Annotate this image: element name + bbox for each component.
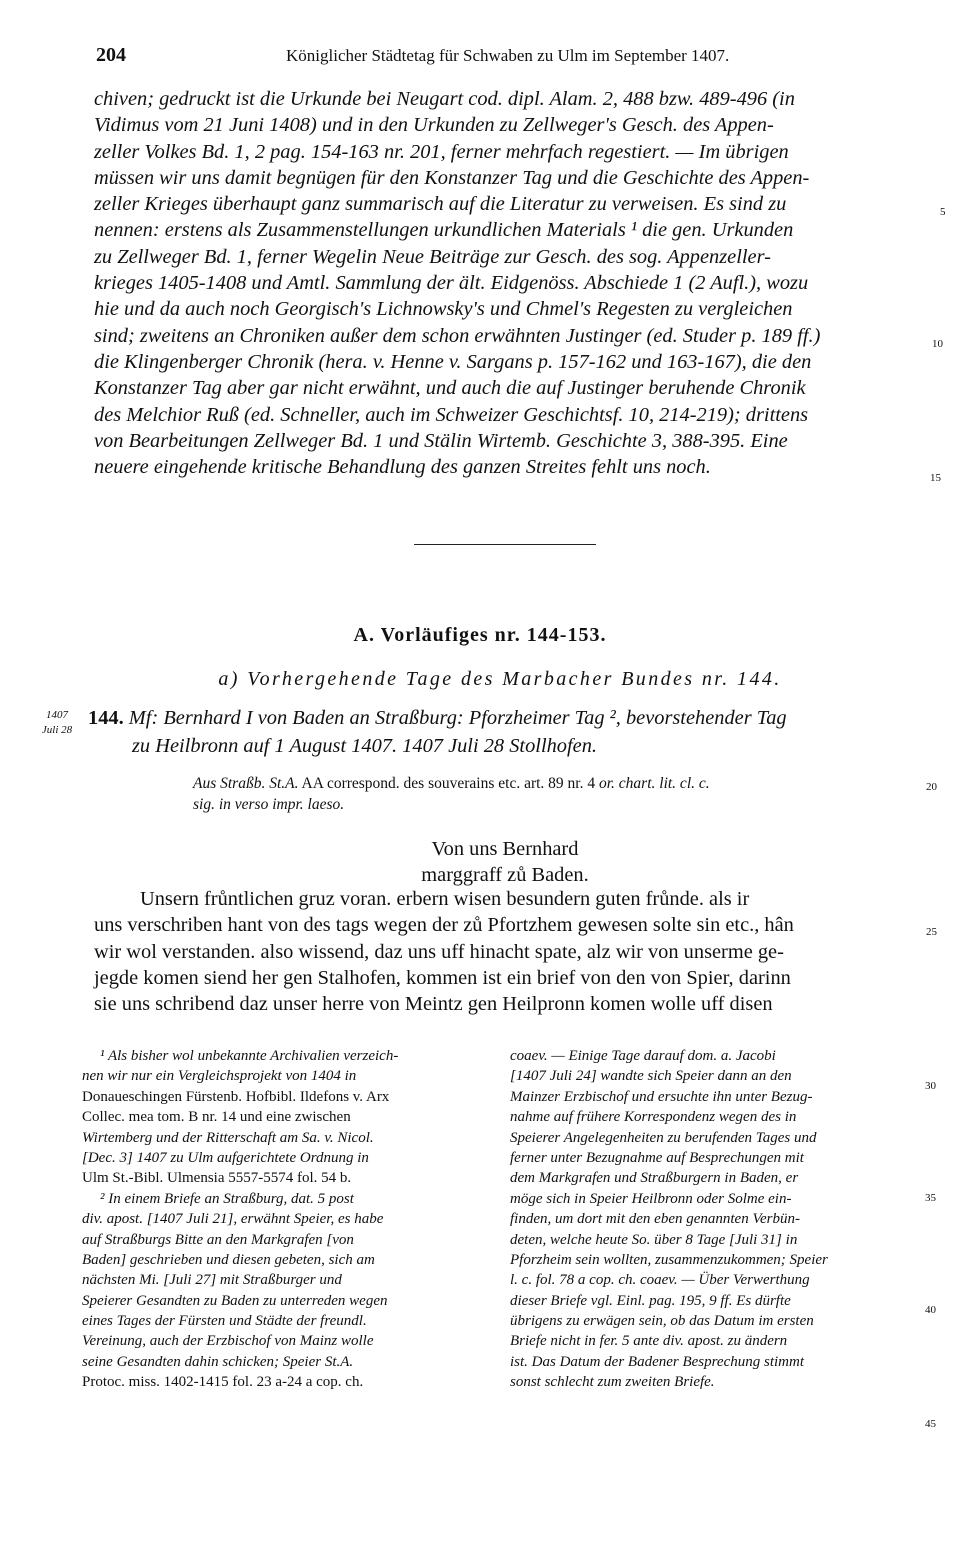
text-line: die Klingenberger Chronik (hera. v. Henne v. Sargans p. 157-162 und 163-167), die den	[94, 350, 812, 373]
text-line: uns verschriben hant von des tags wegen der zů Pfortzhem gewesen solte sin etc., hân	[94, 914, 794, 937]
text-line: nennen: erstens als Zusammenstellungen urkundlichen Materials ¹ die gen. Urkunden	[94, 219, 794, 242]
text-line: jegde komen siend her gen Stalhofen, kommen ist ein brief von den von Spier, darinn	[94, 966, 791, 989]
text-line: sie uns schribend daz unser herre von Meintz gen Heilpronn komen wolle uff disen	[94, 993, 773, 1016]
footnote-line: Mainzer Erzbischof und ersuchte ihn unter Bezug-	[510, 1088, 813, 1105]
footnote-line: nahme auf frühere Korrespondenz wegen des in	[510, 1109, 797, 1126]
section-title: A. Vorläufiges nr. 144-153.	[353, 624, 607, 646]
footnote-line: Briefe nicht in fer. 5 ante div. apost. zu ändern	[510, 1333, 788, 1350]
text-line: Vidimus vom 21 Juni 1408) und in den Urkunden zu Zellweger's Gesch. des Appen-	[94, 114, 774, 137]
text-line: zu Zellweger Bd. 1, ferner Wegelin Neue Beiträge zur Gesch. des sog. Appenzeller-	[94, 245, 771, 268]
source-line-2: sig. in verso impr. laeso.	[193, 796, 345, 813]
line-number: 25	[926, 926, 937, 938]
text-line: krieges 1405-1408 und Amtl. Sammlung der ält. Eidgenöss. Abschiede 1 (2 Aufl.), wozu	[94, 272, 809, 295]
footnote-line: ¹ Als bisher wol unbekannte Archivalien verzeich-	[100, 1048, 399, 1064]
footnote-line: nächsten Mi. [Juli 27] mit Straßburger und	[82, 1272, 342, 1289]
text-line: Konstanzer Tag aber gar nicht erwähnt, und auch die auf Justinger beruhende Chronik	[94, 377, 806, 400]
footnote-line: div. apost. [1407 Juli 21], erwähnt Speier, es habe	[82, 1211, 384, 1228]
footnote-line: sonst schlecht zum zweiten Briefe.	[510, 1374, 715, 1391]
text-line: Unsern frůntlichen gruz voran. erbern wisen besundern guten frůnde. als ir	[140, 888, 750, 910]
footnote-line: Baden] geschrieben und diesen gebeten, sich am	[82, 1251, 375, 1268]
line-number: 5	[940, 206, 946, 218]
footnote-line: seine Gesandten dahin schicken; Speier St.A.	[82, 1353, 354, 1370]
line-number: 30	[925, 1080, 936, 1092]
footnote-line: Ulm St.-Bibl. Ulmensia 5557-5574 fol. 54 b.	[82, 1170, 352, 1187]
footnote-line: auf Straßburgs Bitte an den Markgrafen [von	[82, 1231, 354, 1248]
footnote-line: [Dec. 3] 1407 zu Ulm aufgerichtete Ordnung in	[82, 1149, 369, 1166]
margin-year: 1407	[46, 709, 68, 721]
letter-sender: Von uns Bernhard	[431, 838, 579, 860]
footnote-line: deten, welche heute So. über 8 Tage [Juli 31] in	[510, 1231, 798, 1248]
footnote-line: Pforzheim sein wollten, zusammenzukommen; Speier	[510, 1251, 828, 1268]
footnote-line: Wirtemberg und der Ritterschaft am Sa. v. Nicol.	[82, 1129, 374, 1146]
text-line: zeller Volkes Bd. 1, 2 pag. 154-163 nr. 201, ferner mehrfach regestiert. — Im übrigen	[94, 140, 789, 163]
intro-paragraph	[94, 86, 918, 480]
entry-number: 144.	[88, 707, 124, 729]
text-line: des Melchior Ruß (ed. Schneller, auch im Schweizer Geschichtsf. 10, 214-219); drittens	[94, 403, 809, 426]
footnote-line: eines Tages der Fürsten und Städte der freundl.	[82, 1313, 367, 1330]
footnote-line: übrigens zu erwägen sein, ob das Datum im ersten	[510, 1313, 814, 1330]
text-line: hie und da auch noch Georgisch's Lichnowsky's und Chmel's Regesten zu vergleichen	[94, 298, 793, 321]
text-line: zeller Krieges überhaupt ganz summarisch auf die Literatur zu verweisen. Es sind zu	[94, 193, 787, 216]
line-number: 10	[932, 338, 943, 350]
running-title: Königlicher Städtetag für Schwaben zu Ulm im September 1407.	[286, 46, 730, 65]
margin-date	[30, 708, 84, 738]
source-prefix: Aus Straßb. St.A.	[193, 775, 299, 792]
line-number: 20	[926, 781, 937, 793]
letter-sender-title: marggraff zů Baden.	[421, 864, 589, 886]
line-number: 35	[925, 1192, 936, 1204]
section-divider	[414, 544, 596, 545]
entry-heading	[88, 704, 918, 732]
line-number: 40	[925, 1304, 936, 1316]
footnote-line: ² In einem Briefe an Straßburg, dat. 5 post	[100, 1190, 354, 1207]
footnote-line: l. c. fol. 78 a cop. ch. coaev. — Über Verwerthung	[510, 1272, 810, 1289]
source-suffix: or. chart. lit. cl. c.	[598, 775, 710, 792]
page-header	[96, 44, 916, 72]
source-line	[193, 773, 918, 794]
letter-body	[94, 886, 918, 1017]
footnote-line: dieser Briefe vgl. Einl. pag. 195, 9 ff. Es dürfte	[510, 1292, 791, 1309]
footnote-line: Collec. mea tom. B nr. 14 und eine zwischen	[82, 1109, 351, 1126]
text-line: wir wol verstanden. also wissend, daz uns uff hinacht spate, alz wir von unserme ge-	[94, 940, 784, 963]
source-note	[193, 773, 918, 815]
document-entry	[88, 704, 918, 760]
footnote-line: Speierer Gesandten zu Baden zu unterreden wegen	[82, 1292, 388, 1309]
line-number: 45	[925, 1418, 936, 1430]
footnote-line: Donaueschingen Fürstenb. Hofbibl. Ildefons v. Arx	[82, 1088, 390, 1105]
text-line: sind; zweitens an Chroniken außer dem schon erwähnten Justinger (ed. Studer p. 189 ff.)	[94, 324, 821, 347]
page-number: 204	[96, 44, 126, 66]
footnotes-left-column	[82, 1046, 486, 1393]
footnote-line: [1407 Juli 24] wandte sich Speier dann an den	[510, 1068, 792, 1085]
footnote-line: ferner unter Bezugnahme auf Besprechungen mit	[510, 1149, 804, 1166]
footnote-line: dem Markgrafen und Straßburgern in Baden, er	[510, 1170, 799, 1187]
source-text: AA correspond. des souverains etc. art. 89 nr. 4	[301, 775, 596, 792]
footnote-line: Vereinung, auch der Erzbischof von Mainz wolle	[82, 1333, 374, 1350]
margin-day: Juli 28	[41, 724, 73, 736]
subsection-title: a) Vorhergehende Tage des Marbacher Bundes nr. 144.	[218, 668, 782, 690]
footnote-line: finden, um dort mit den eben genannten Verbün-	[510, 1211, 800, 1228]
text-line: chiven; gedruckt ist die Urkunde bei Neugart cod. dipl. Alam. 2, 488 bzw. 489-496 (in	[94, 88, 795, 110]
footnote-line: ist. Das Datum der Badener Besprechung stimmt	[510, 1353, 804, 1370]
entry-summary: Mf: Bernhard I von Baden an Straßburg: Pforzheimer Tag ², bevorstehender Tag	[128, 707, 787, 729]
footnote-line: nen wir nur ein Vergleichsprojekt von 1404 in	[82, 1068, 357, 1085]
footnote-line: Protoc. miss. 1402-1415 fol. 23 a-24 a cop. ch.	[82, 1374, 364, 1391]
footnote-line: coaev. — Einige Tage darauf dom. a. Jacobi	[510, 1048, 776, 1064]
text-line: neuere eingehende kritische Behandlung des ganzen Streites fehlt uns noch.	[94, 456, 711, 479]
entry-date-line: zu Heilbronn auf 1 August 1407. 1407 Juli 28 Stollhofen.	[132, 735, 598, 757]
footnote-line: Speierer Angelegenheiten zu berufenden Tages und	[510, 1129, 817, 1146]
line-number: 15	[930, 472, 941, 484]
footnotes-right-column	[510, 1046, 910, 1393]
text-line: von Bearbeitungen Zellweger Bd. 1 und Stälin Wirtemb. Geschichte 3, 388-395. Eine	[94, 429, 788, 452]
footnote-line: möge sich in Speier Heilbronn oder Solme ein-	[510, 1190, 792, 1207]
text-line: müssen wir uns damit begnügen für den Konstanzer Tag und die Geschichte des Appen-	[94, 166, 810, 189]
